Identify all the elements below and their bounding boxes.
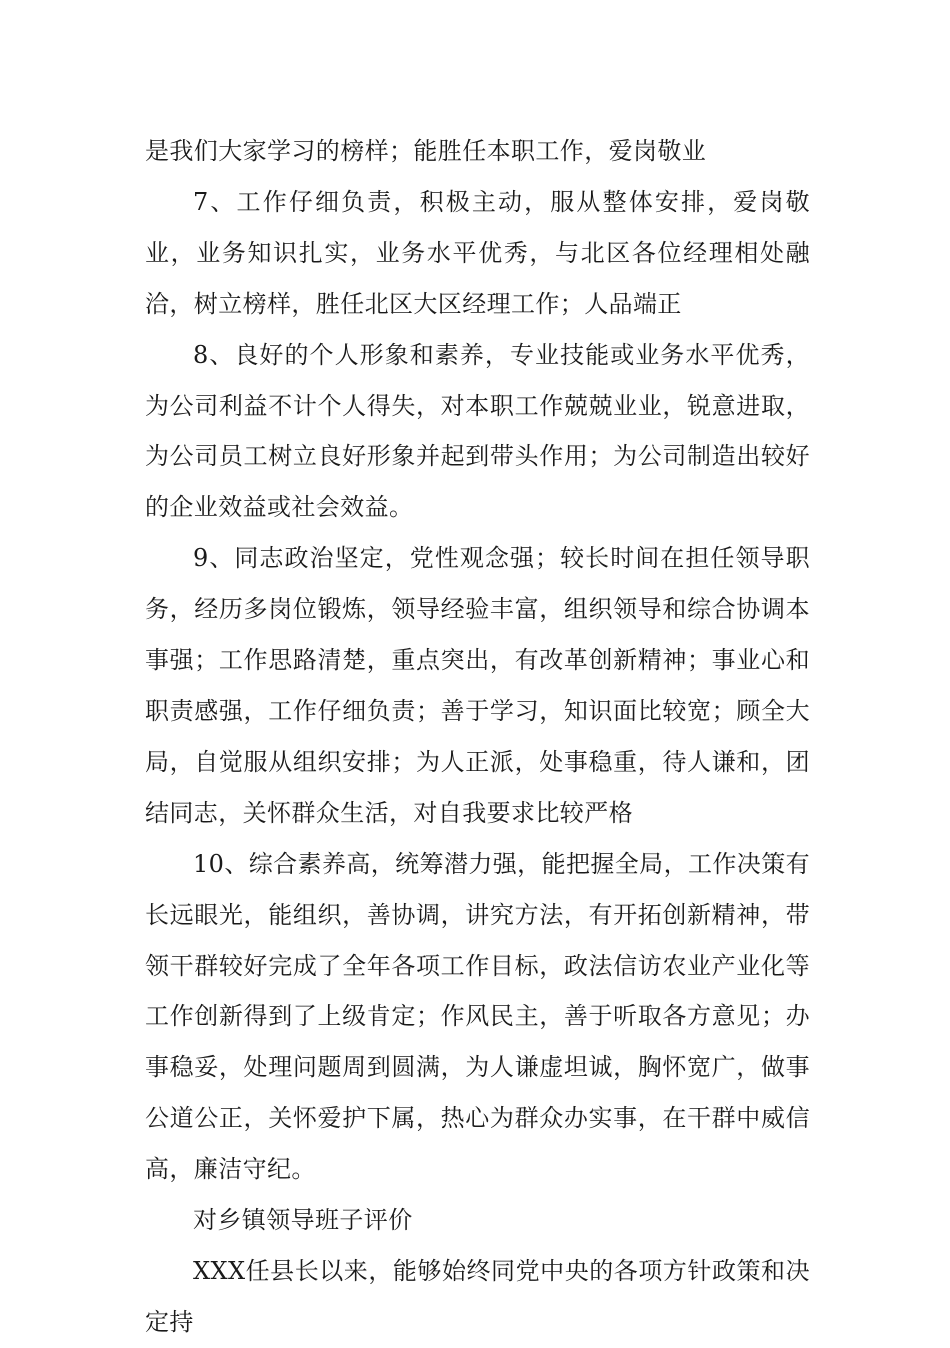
paragraph-evaluation: XXX任县长以来，能够始终同党中央的各项方针政策和决定持 [145,1256,810,1336]
paragraph-item-10: 10、综合素养高，统筹潜力强，能把握全局，工作决策有长远眼光，能组织，善协调，讲究方法，有开拓创新精神，带领干群较好完成了全年各项工作目标，政法信访农业产业化等工作创新得到了上级肯定；作风民主，善于听取各方意见；办事稳妥，处理问题周到圆满，为人谦虚坦诚，胸怀宽广，做事公道公正，关怀爱护下属，热心为群众办实事，在干群中威信高，廉洁守纪。 [145,849,810,1184]
paragraph-item-8: 8、良好的个人形象和素养，专业技能或业务水平优秀，为公司利益不计个人得失，对本职工作兢兢业业，锐意进取，为公司员工树立良好形象并起到带头作用；为公司制造出较好的企业效益或社会效益。 [145,340,810,522]
body-text [145,126,810,1348]
paragraph-continuation: 是我们大家学习的榜样；能胜任本职工作，爱岗敬业 [145,137,707,165]
section-heading: 对乡镇领导班子评价 [193,1206,413,1235]
paragraph-item-9: 9、同志政治坚定，党性观念强；较长时间在担任领导职务，经历多岗位锻炼，领导经验丰富，组织领导和综合协调本事强；工作思路清楚，重点突出，有改革创新精神；事业心和职责感强，工作仔细负责；善于学习，知识面比较宽；顾全大局，自觉服从组织安排；为人正派，处事稳重，待人谦和，团结同志，关怀群众生活，对自我要求比较严格 [145,544,810,827]
paragraph-item-7: 7、工作仔细负责，积极主动，服从整体安排，爱岗敬业，业务知识扎实，业务水平优秀，与北区各位经理相处融洽，树立榜样，胜任北区大区经理工作；人品端正 [145,187,810,318]
